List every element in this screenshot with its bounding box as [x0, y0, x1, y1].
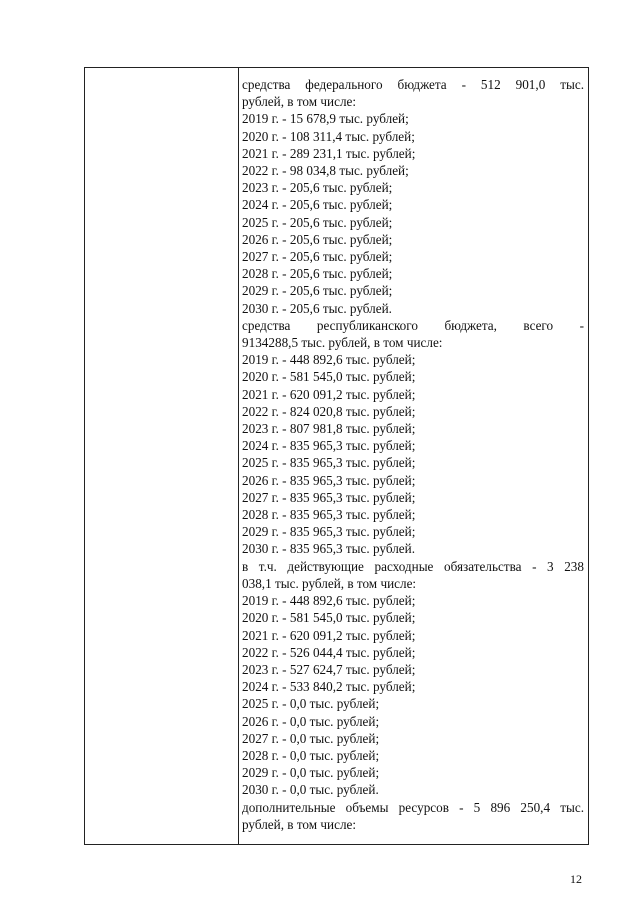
- text-line: 2029 г. - 835 965,3 тыс. рублей;: [242, 524, 416, 540]
- text-line: 2030 г. - 0,0 тыс. рублей.: [242, 782, 379, 798]
- text-line: 2026 г. - 835 965,3 тыс. рублей;: [242, 472, 416, 488]
- text-line: 2022 г. - 526 044,4 тыс. рублей;: [242, 644, 416, 660]
- text-line: 2023 г. - 527 624,7 тыс. рублей;: [242, 661, 416, 677]
- text-line: 2020 г. - 581 545,0 тыс. рублей;: [242, 369, 416, 385]
- text-line: 2019 г. - 448 892,6 тыс. рублей;: [242, 352, 416, 368]
- text-line: 2027 г. - 0,0 тыс. рублей;: [242, 730, 380, 746]
- text-line: 2027 г. - 205,6 тыс. рублей;: [242, 249, 393, 265]
- text-line: 2030 г. - 205,6 тыс. рублей.: [242, 300, 392, 316]
- text-line: 2022 г. - 824 020,8 тыс. рублей;: [242, 403, 416, 419]
- text-line: 038,1 тыс. рублей, в том числе:: [242, 575, 417, 591]
- text-line: в т.ч. действующие расходные обязательства - 3 238: [242, 558, 584, 574]
- text-line: дополнительные объемы ресурсов - 5 896 250,4 тыс.: [242, 799, 584, 815]
- text-line: 2029 г. - 205,6 тыс. рублей;: [242, 283, 393, 299]
- text-line: рублей, в том числе:: [242, 816, 357, 832]
- text-line: 2020 г. - 581 545,0 тыс. рублей;: [242, 610, 416, 626]
- text-line: 2024 г. - 835 965,3 тыс. рублей;: [242, 438, 416, 454]
- text-line: 2026 г. - 0,0 тыс. рублей;: [242, 713, 380, 729]
- text-line: 2025 г. - 835 965,3 тыс. рублей;: [242, 455, 416, 471]
- text-line: 2019 г. - 448 892,6 тыс. рублей;: [242, 593, 416, 609]
- funding-table: [84, 67, 589, 845]
- table-right-cell: [239, 68, 588, 844]
- text-line: средства республиканского бюджета, всего -: [242, 317, 584, 333]
- text-line: 2025 г. - 205,6 тыс. рублей;: [242, 214, 393, 230]
- text-line: 2023 г. - 205,6 тыс. рублей;: [242, 180, 393, 196]
- text-line: 2029 г. - 0,0 тыс. рублей;: [242, 765, 380, 781]
- text-line: 2024 г. - 533 840,2 тыс. рублей;: [242, 679, 416, 695]
- page-number: 12: [570, 872, 582, 886]
- text-line: 2021 г. - 289 231,1 тыс. рублей;: [242, 145, 416, 161]
- text-line: 2030 г. - 835 965,3 тыс. рублей.: [242, 541, 416, 557]
- text-line: 9134288,5 тыс. рублей, в том числе:: [242, 335, 443, 351]
- text-line: 2020 г. - 108 311,4 тыс. рублей;: [242, 128, 415, 144]
- text-line: 2027 г. - 835 965,3 тыс. рублей;: [242, 489, 416, 505]
- text-line: 2021 г. - 620 091,2 тыс. рублей;: [242, 627, 416, 643]
- text-line: 2022 г. - 98 034,8 тыс. рублей;: [242, 163, 409, 179]
- text-line: 2026 г. - 205,6 тыс. рублей;: [242, 231, 393, 247]
- text-line: рублей, в том числе:: [242, 94, 357, 110]
- text-line: 2028 г. - 0,0 тыс. рублей;: [242, 747, 380, 763]
- text-line: 2024 г. - 205,6 тыс. рублей;: [242, 197, 393, 213]
- text-line: 2023 г. - 807 981,8 тыс. рублей;: [242, 421, 416, 437]
- text-line: 2028 г. - 205,6 тыс. рублей;: [242, 266, 393, 282]
- text-line: 2025 г. - 0,0 тыс. рублей;: [242, 696, 380, 712]
- text-line: 2028 г. - 835 965,3 тыс. рублей;: [242, 507, 416, 523]
- text-line: 2021 г. - 620 091,2 тыс. рублей;: [242, 386, 416, 402]
- table-left-cell: [85, 68, 239, 844]
- text-line: 2019 г. - 15 678,9 тыс. рублей;: [242, 111, 409, 127]
- text-line: средства федерального бюджета - 512 901,0 тыс.: [242, 77, 584, 92]
